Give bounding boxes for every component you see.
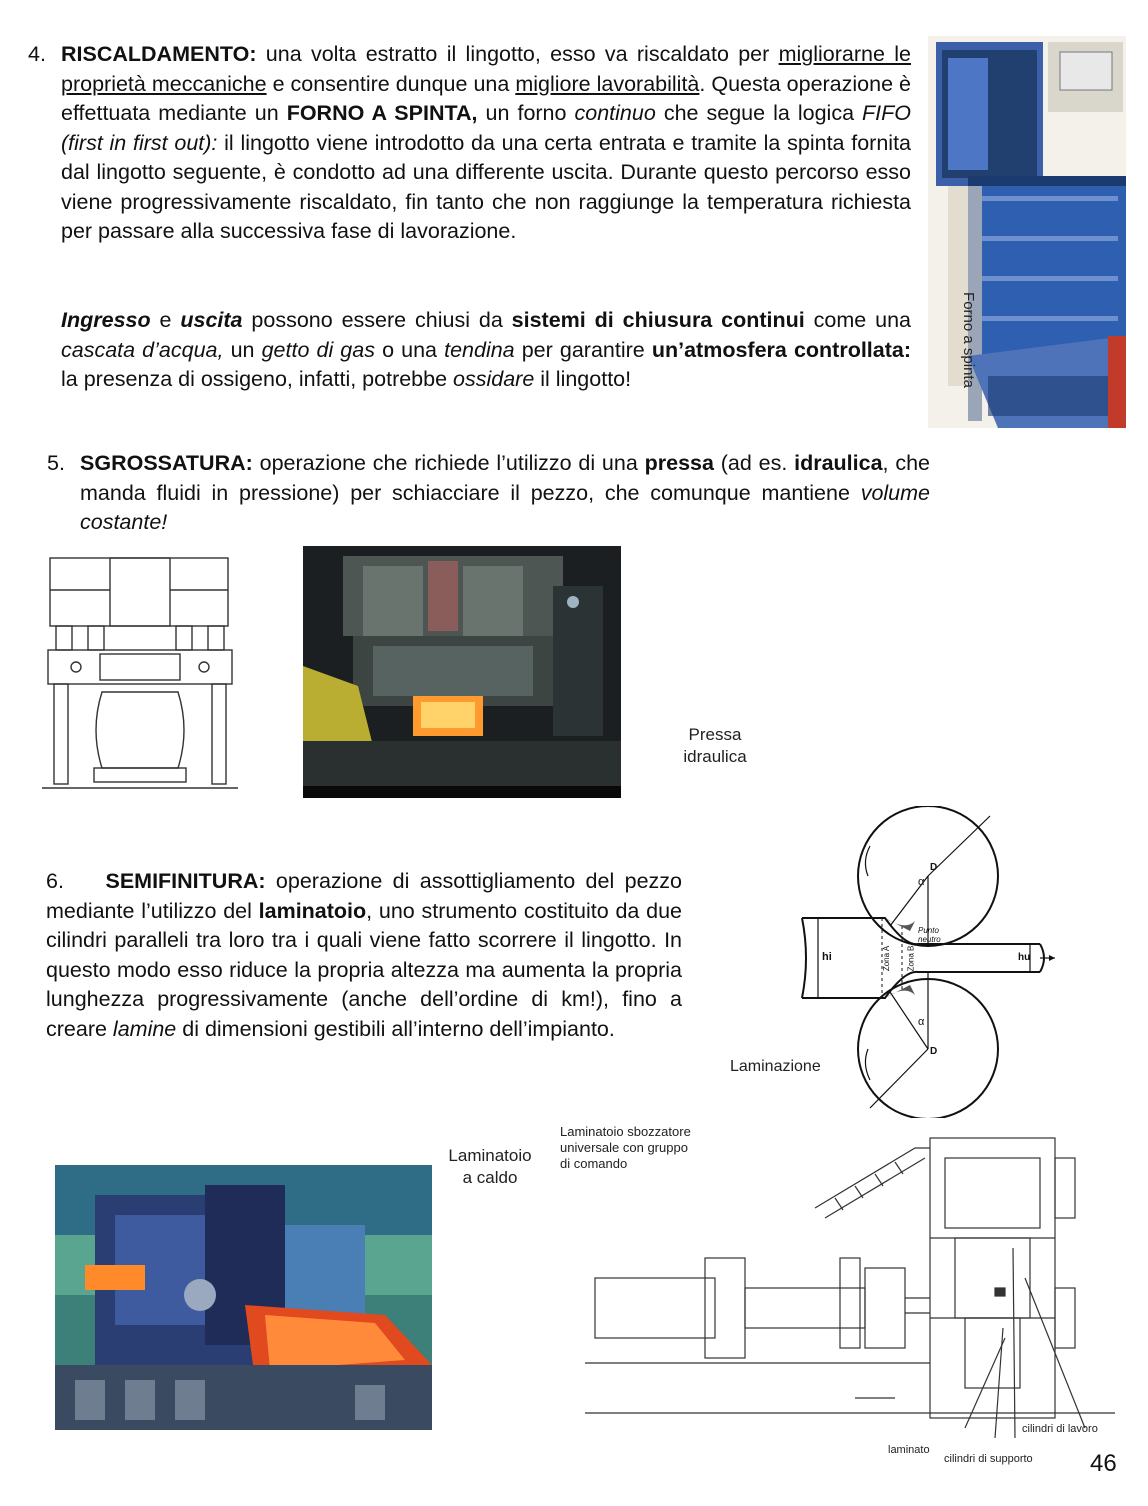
label-hu: hu	[1018, 952, 1031, 963]
section-4-title: RISCALDAMENTO:	[61, 42, 257, 66]
label-alpha-bottom: α	[918, 1016, 925, 1028]
press-photo	[303, 546, 621, 798]
hot-mill-caption: Laminatoio a caldo	[448, 1146, 532, 1187]
section-5-title: SGROSSATURA:	[80, 451, 253, 475]
label-zona-b: Zona B	[906, 945, 916, 972]
page-number: 46	[1090, 1450, 1117, 1477]
label-cilindri-supporto: cilindri di supporto	[944, 1453, 1033, 1465]
press-caption: Pressa idraulica	[683, 725, 747, 766]
label-alpha-top: α	[918, 876, 925, 888]
label-zona-a: Zona A	[882, 945, 892, 972]
label-d-bottom: D	[930, 1046, 938, 1057]
furnace-caption: Forno a spinta	[960, 292, 977, 388]
section-4-number: 4.	[28, 42, 46, 66]
section-4-paragraph: RISCALDAMENTO: una volta estratto il lingotto, esso va riscaldato per migliorarne le proprietà meccaniche e consentire dunque una migliore lavorabilità. Questa operazione è effettuata mediante un FORNO A SPINTA, un forno continuo che segue la logica FIFO (first in first out): il lingotto viene introdotto da una certa entrata e tramite la spinta fornita dal lingotto seguente, è condotto ad una differente uscita. Durante questo percorso esso viene progressivamente riscaldato, fin tanto che non raggiunge la temperatura richiesta per passare alla successiva fase di lavorazione.	[61, 42, 912, 243]
press-drawing	[40, 550, 240, 790]
label-hi: hi	[822, 951, 832, 963]
rolling-diagram	[790, 806, 1060, 1118]
section-6-title: SEMIFINITURA:	[105, 869, 266, 893]
roughing-mill-caption: Laminatoio sbozzatore universale con gruppo di comando	[560, 1124, 691, 1171]
label-punto-neutro: Punto neutro	[918, 926, 941, 944]
section-6-paragraph: 6. SEMIFINITURA: operazione di assottigliamento del pezzo mediante l’utilizzo del laminatoio, uno strumento costituito da due cilindri paralleli tra loro tra i quali viene fatto scorrere il lingotto. In questo modo esso riduce la propria altezza ma aumenta la propria lunghezza progressivamente (anche dell’ordine di km!), fino a creare lamine di dimensioni gestibili all’interno dell’impianto.	[46, 869, 682, 1041]
hot-mill-photo	[55, 1165, 432, 1430]
section-5-number: 5.	[47, 451, 65, 475]
label-laminato: laminato	[888, 1444, 930, 1456]
roughing-mill-drawing	[585, 1128, 1115, 1438]
section-4-paragraph-2: Ingresso e uscita possono essere chiusi da sistemi di chiusura continui come una cascata d’acqua, un getto di gas o una tendina per garantire un’atmosfera controllata: la presenza di ossigeno, infatti, potrebbe ossidare il lingotto!	[61, 308, 912, 391]
label-d-top: D	[930, 862, 938, 873]
section-5-paragraph: SGROSSATURA: operazione che richiede l’utilizzo di una pressa (ad es. idraulica, che manda fluidi in pressione) per schiacciare il pezzo, che comunque mantiene volume costante!	[80, 451, 930, 534]
label-cilindri-lavoro: cilindri di lavoro	[1022, 1423, 1098, 1435]
rolling-caption: Laminazione	[730, 1058, 821, 1075]
section-6-number: 6.	[46, 869, 64, 893]
